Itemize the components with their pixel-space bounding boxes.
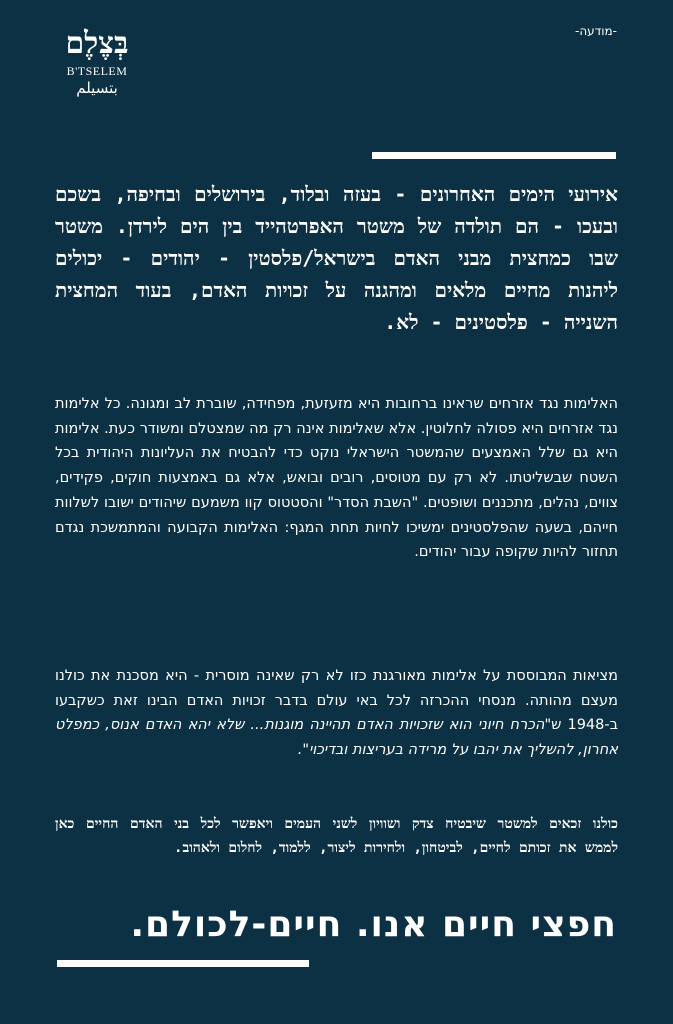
headline: אירועי הימים האחרונים - בעזה ובלוד, בירושלים ובחיפה, בשכם ובעכו - הם תולדה של משטר האפרטהייד בין הים לירדן. משטר שבו כמחצית מבני האדם בישראל/פלסטין - יהודים - יכולים ליהנות מחיים מלאים ומהגנה על זכויות האדם, בעוד המחצית השנייה - פלסטינים - לא. (55, 182, 618, 334)
btselem-logo (52, 28, 142, 97)
ad-label: -מודעה- (575, 24, 617, 38)
logo-english: B'TSELEM (66, 64, 128, 78)
logo-arabic: بتسيلم (76, 79, 118, 97)
slogan: חפצי חיים אנו. חיים-לכולם. (130, 904, 617, 945)
logo-hebrew: בְּצֶלֶם (65, 26, 129, 61)
body-paragraph-2 (55, 664, 618, 763)
declaration-quote: "הכרח חיוני הוא שזכויות האדם תהיינה מוגנות... שלא יהא האדם אנוס, כמפלט אחרון, להשליך את יהבו על מרידה בעריצות ובדיכוי". (55, 717, 618, 759)
top-divider (372, 152, 616, 159)
body-paragraph-3: כולנו זכאים למשטר שיבטיח צדק ושוויון לשני העמים ויאפשר לכל בני האדם החיים כאן לממש את זכותם לחיים, לביטחון, ולחירות ליצור, ללמוד, לחלום ולאהוב. (55, 816, 618, 856)
bottom-divider (57, 960, 309, 967)
body-paragraph-1: האלימות נגד אזרחים שראינו ברחובות היא מזעזעת, מפחידה, שוברת לב ומגונה. כל אלימות נגד אזרחים היא פסולה לחלוטין. אלא שאלימות אינה רק מה שמצטלם ומשודר כעת. אלימות היא גם שלל האמצעים שהמשטר הישראלי נוקט כדי להבטיח את העליונות היהודית בכל השטח שבשליטתו. לא רק עם מטוסים, רובים ובואש, אלא גם באמצעות חוקים, פקידים, צווים, נהלים, מתכננים ושופטים. "השבת הסדר" והסטטוס קוו משמעם שיהודים ישובו לשלוות חייהם, בשעה שהפלסטינים ימשיכו לחיות תחת המגף: האלימות הקבועה והמתמשכת נגדם תחזור להיות שקופה עבור יהודים. (55, 396, 618, 561)
paragraph-2-text: מציאות המבוססת על אלימות מאורגנת כזו לא רק שאינה מוסרית - היא מסכנת את כולנו מעצם מהותה. מנסחי ההכרזה לכל באי עולם בדבר זכויות האדם הבינו זאת כשקבעו ב-1948 ש (55, 668, 618, 734)
